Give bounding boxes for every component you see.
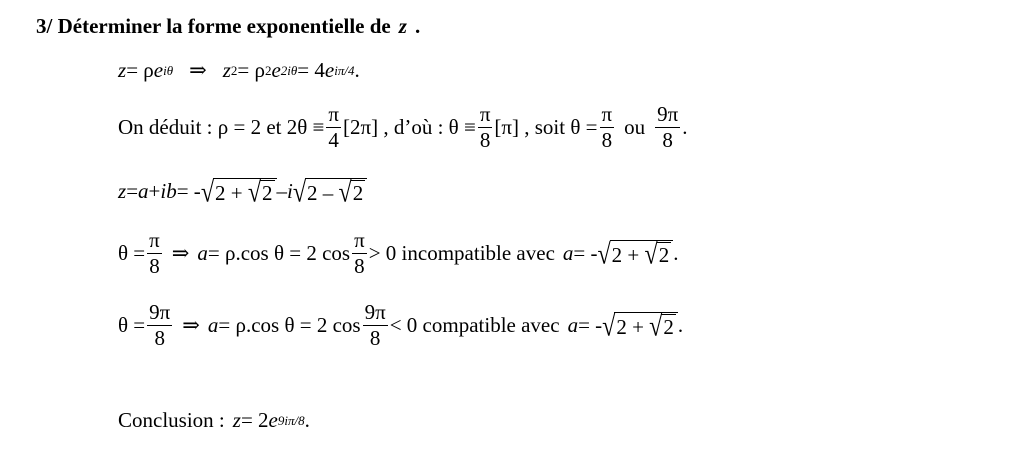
text-eq: = xyxy=(126,179,139,204)
numerator: π xyxy=(328,102,339,126)
text-eq: = ρ xyxy=(126,58,154,82)
sqrt-symbol: √ xyxy=(602,311,616,343)
equation-line-2 xyxy=(118,104,687,151)
var-a: a xyxy=(138,179,149,204)
var-e: e xyxy=(271,58,281,82)
radicand: 2 + xyxy=(611,242,640,267)
var-z: z xyxy=(222,58,231,82)
equation-line-5 xyxy=(118,302,683,349)
var-e: e xyxy=(268,408,278,432)
radicand: 2 xyxy=(663,314,674,339)
var-ib: ib xyxy=(160,179,177,204)
text-mod: [2π] , d’où : θ ≡ xyxy=(342,115,476,139)
denominator: 8 xyxy=(354,254,365,278)
radicand: 2 xyxy=(352,181,364,205)
text-end: . xyxy=(354,58,360,82)
numerator: 9π xyxy=(657,102,679,126)
var-a: a xyxy=(197,241,208,265)
conclusion-label: Conclusion : xyxy=(118,408,225,432)
text-mod: [π] , soit θ = xyxy=(494,115,598,139)
fraction xyxy=(655,104,680,151)
implies-symbol: ⇒ xyxy=(182,313,200,337)
text-end: . xyxy=(682,115,688,139)
var-e: e xyxy=(153,58,164,82)
text-plus: + xyxy=(148,179,161,204)
var-a: a xyxy=(207,313,219,337)
numerator: π xyxy=(354,228,365,252)
radicand: 2 xyxy=(658,242,670,267)
text-ou: ou xyxy=(624,115,646,139)
equation-line-4 xyxy=(118,230,678,277)
denominator: 4 xyxy=(328,128,339,152)
text-eq: = ρ.cos θ = 2 cos xyxy=(207,241,351,265)
var-e: e xyxy=(324,58,335,82)
var-z: z xyxy=(118,58,127,82)
radicand: 2 – xyxy=(307,181,334,205)
var-z: z xyxy=(118,179,127,204)
sqrt-symbol: √ xyxy=(200,177,214,209)
var-z: z xyxy=(232,408,241,432)
fraction xyxy=(363,302,388,349)
radical xyxy=(338,177,366,209)
text-minus: – xyxy=(276,179,287,204)
text-compare: > 0 incompatible avec xyxy=(368,241,555,265)
sqrt-symbol: √ xyxy=(338,177,352,209)
text-eq: = 4 xyxy=(297,58,325,82)
radical xyxy=(602,311,678,343)
denominator: 8 xyxy=(479,128,491,152)
denominator: 8 xyxy=(662,128,673,152)
denominator: 8 xyxy=(154,326,165,350)
sqrt-symbol: √ xyxy=(292,177,307,209)
fraction xyxy=(147,302,172,349)
text-eq: = - xyxy=(573,241,598,265)
radical xyxy=(649,311,676,343)
fraction xyxy=(147,230,162,277)
heading-label: 3/ Déterminer la forme exponentielle de xyxy=(36,14,391,38)
denominator: 8 xyxy=(149,254,160,278)
heading-variable: z xyxy=(398,14,407,38)
numerator: π xyxy=(601,102,613,126)
text-end: . xyxy=(304,408,310,432)
sqrt-symbol: √ xyxy=(644,239,658,271)
implies-symbol: ⇒ xyxy=(189,58,207,82)
text-end: . xyxy=(673,241,679,265)
var-i: i xyxy=(287,179,293,204)
equation-line-1: z = ρ e iθ ⇒ z 2 = ρ 2 e 2iθ = 4 e iπ/4 . xyxy=(118,58,360,82)
radicand: 2 xyxy=(262,181,273,205)
denominator: 8 xyxy=(601,128,613,152)
fraction xyxy=(600,104,615,151)
heading-end: . xyxy=(414,14,421,38)
numerator: 9π xyxy=(149,300,171,324)
fraction xyxy=(326,104,341,151)
text-eq: = - xyxy=(578,313,603,337)
text-theta: θ = xyxy=(118,313,146,337)
numerator: 9π xyxy=(364,300,386,324)
sqrt-symbol: √ xyxy=(649,311,663,343)
fraction xyxy=(478,104,493,151)
numerator: π xyxy=(479,102,491,126)
text-theta: θ = xyxy=(118,241,146,265)
text-end: . xyxy=(677,313,684,337)
equation-line-3 xyxy=(118,177,367,209)
radical xyxy=(247,177,275,209)
text-eq: = - xyxy=(176,179,201,204)
fraction xyxy=(352,230,367,277)
var-a: a xyxy=(567,313,579,337)
text-eq: = ρ xyxy=(237,58,265,82)
implies-symbol: ⇒ xyxy=(171,241,190,265)
sqrt-symbol: √ xyxy=(597,239,611,271)
conclusion-line: Conclusion : z = 2 e 9iπ/8 . xyxy=(118,408,310,432)
sqrt-symbol: √ xyxy=(247,177,261,209)
text-start: On déduit : ρ = 2 et 2θ ≡ xyxy=(118,115,325,139)
text-eq: = ρ.cos θ = 2 cos xyxy=(218,313,361,337)
section-heading xyxy=(36,14,420,39)
denominator: 8 xyxy=(369,326,381,350)
radical xyxy=(292,177,367,209)
radicand: 2 + xyxy=(616,314,644,339)
numerator: π xyxy=(149,228,160,252)
var-a: a xyxy=(562,241,574,265)
text-eq: = 2 xyxy=(240,408,269,432)
text-compare: < 0 compatible avec xyxy=(389,313,560,337)
radicand: 2 + xyxy=(214,181,243,205)
radical xyxy=(200,177,277,209)
radical xyxy=(644,239,672,271)
radical xyxy=(597,239,674,271)
